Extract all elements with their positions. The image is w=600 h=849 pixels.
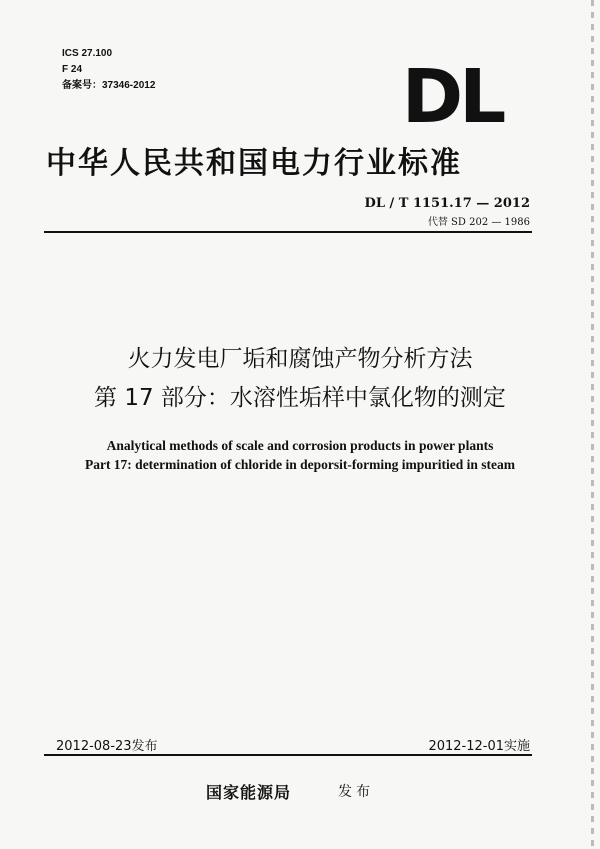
title-en-line2: Part 17: determination of chloride in deporsit-forming impuritied in steam <box>84 457 516 472</box>
ccs-code: F 24 <box>62 64 83 75</box>
classification-block <box>62 46 155 94</box>
header-divider <box>44 231 532 233</box>
record-number: 备案号：37346-2012 <box>62 80 156 91</box>
issue-date: 2012-08-23发布 <box>56 739 158 754</box>
title-cn-line2: 第 17 部分：水溶性垢样中氯化物的测定 <box>94 385 506 411</box>
dl-logo <box>398 64 506 126</box>
standard-code: DL / T 1151.17 — 2012 <box>364 196 530 211</box>
dl-logo-text: DL <box>401 64 503 126</box>
publish-label: 发布 <box>338 784 374 800</box>
footer-divider <box>44 754 532 756</box>
title-cn-line1: 火力发电厂垢和腐蚀产物分析方法 <box>127 346 473 372</box>
publisher-name: 国家能源局 <box>206 783 292 802</box>
supersedes-code: 代替 SD 202 — 1986 <box>427 217 530 228</box>
ics-code: ICS 27.100 <box>62 48 113 59</box>
scan-edge-perforation <box>591 0 594 849</box>
title-en-line1: Analytical methods of scale and corrosion products in power plants <box>106 438 494 453</box>
implementation-date: 2012-12-01实施 <box>428 739 530 754</box>
issuing-standard-category: 中华人民共和国电力行业标准 <box>46 146 462 181</box>
